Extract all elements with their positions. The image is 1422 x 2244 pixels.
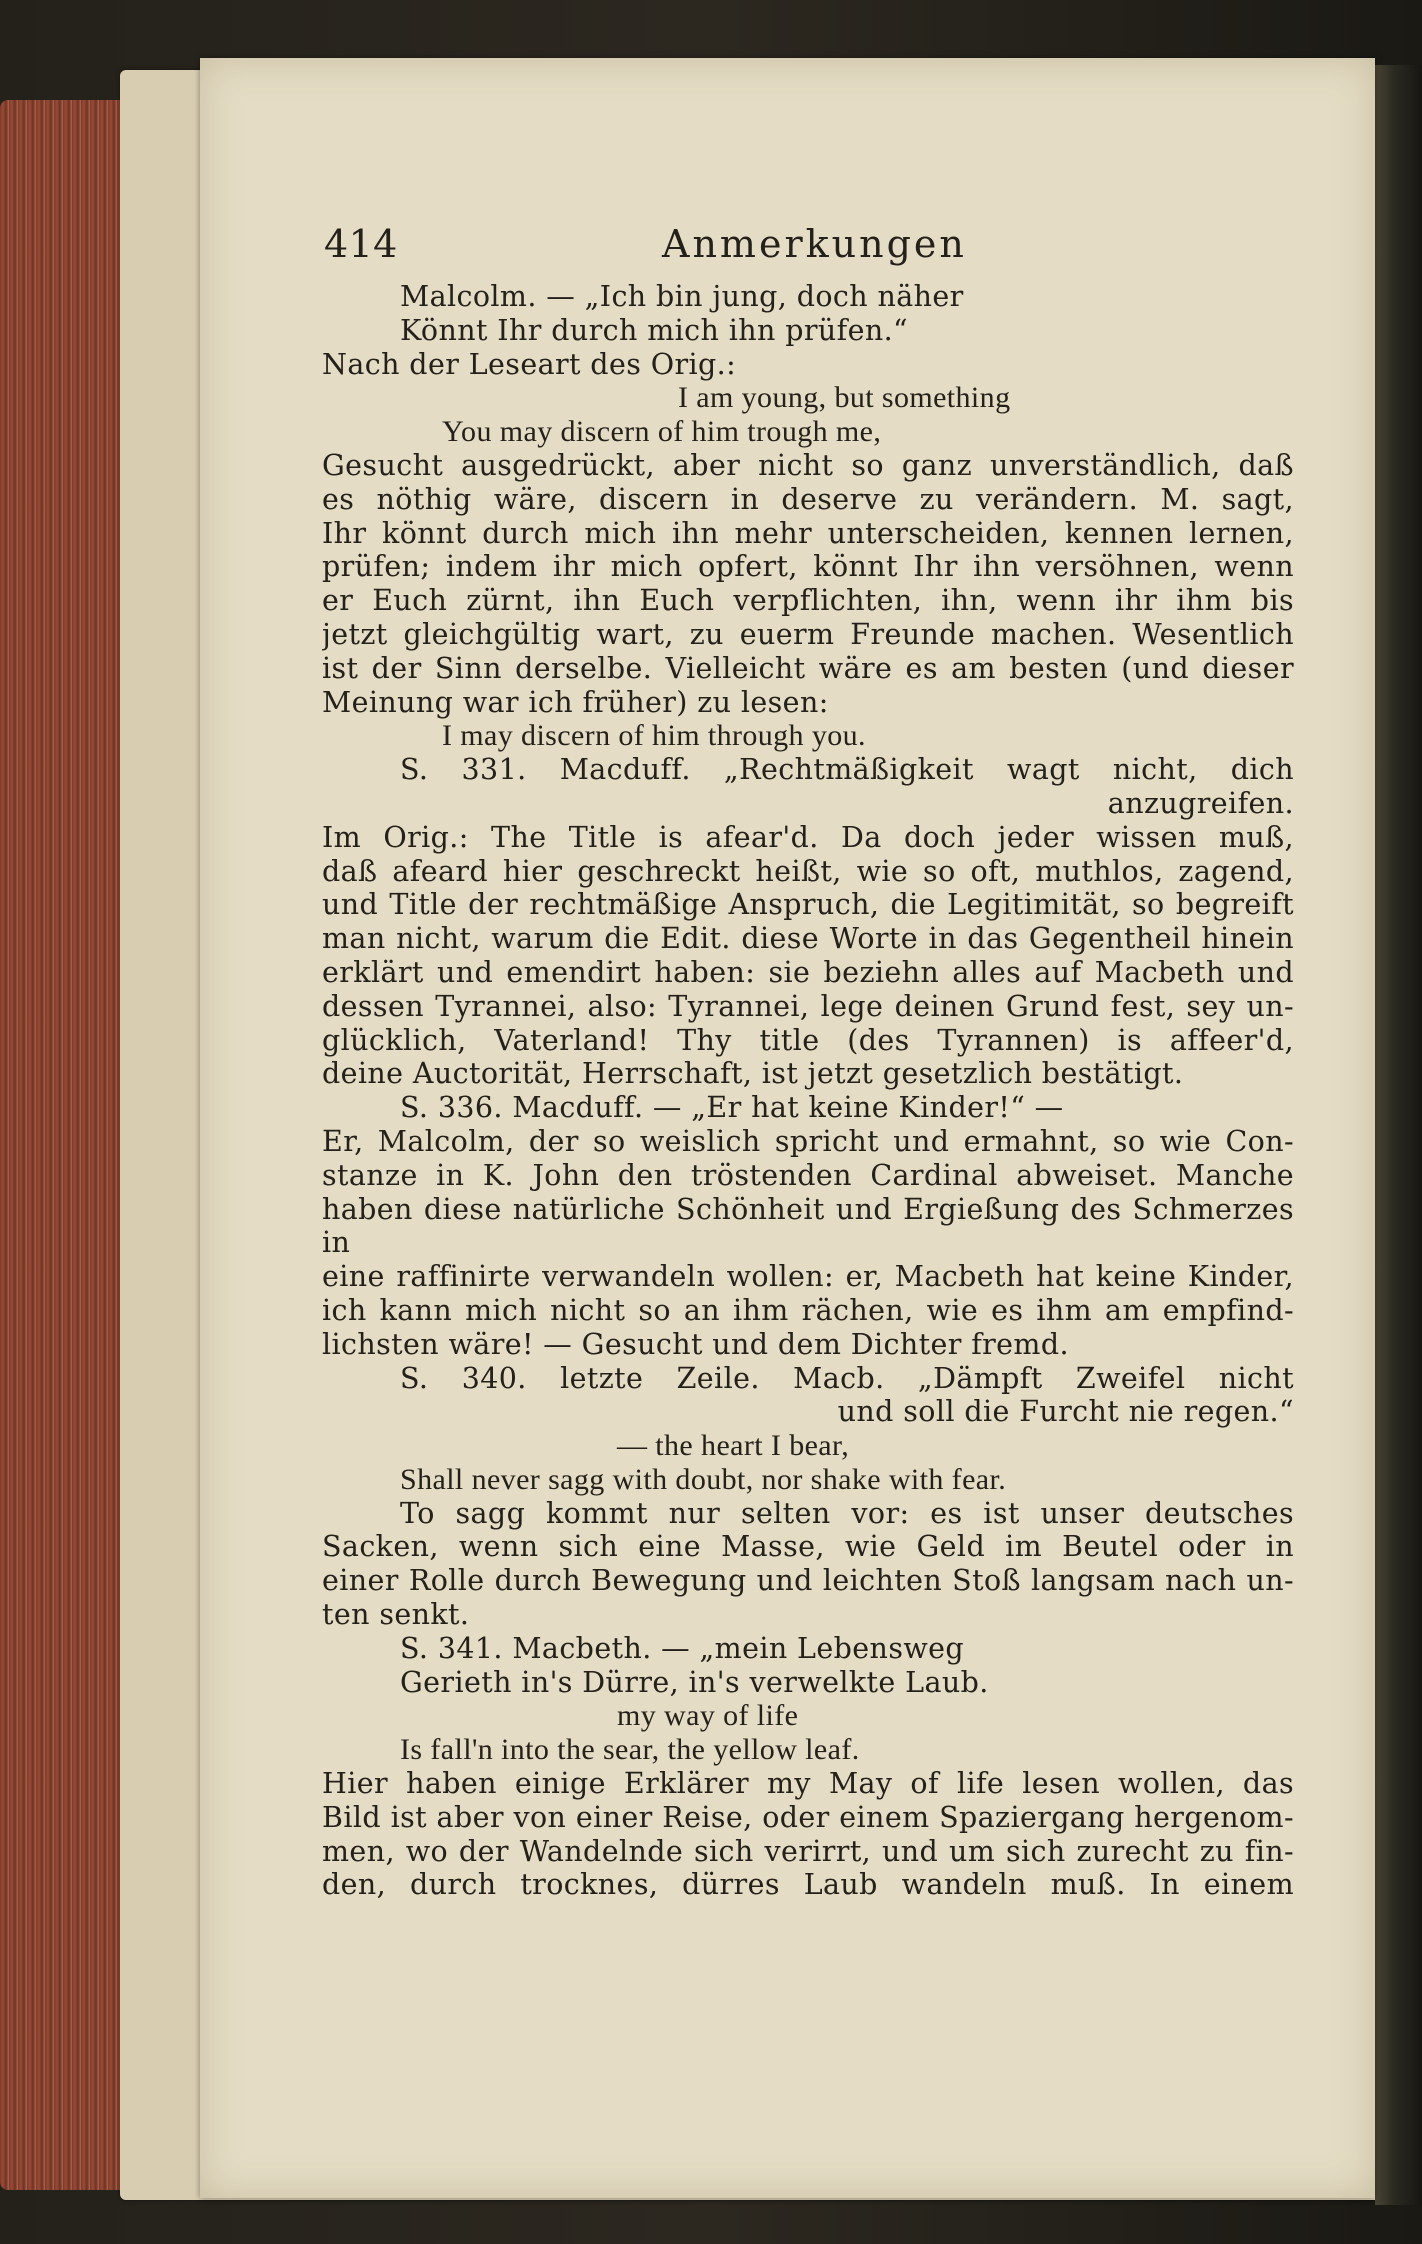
text-line: men, wo der Wandelnde sich verirrt, und um sich zurecht zu fin- bbox=[322, 1834, 1294, 1868]
text-line: S. 331. Macduff. „Rechtmäßigkeit wagt nicht, dich bbox=[400, 753, 1294, 787]
text-line: S. 340. letzte Zeile. Macb. „Dämpft Zweifel nicht bbox=[400, 1361, 1294, 1395]
english-quote-line: Is fall'n into the sear, the yellow leaf. bbox=[400, 1733, 860, 1767]
text-line: man nicht, warum die Edit. diese Worte in das Gegentheil hinein bbox=[322, 922, 1294, 956]
text-line: ich kann mich nicht so an ihm rächen, wie es ihm am empfind- bbox=[322, 1293, 1294, 1327]
text-line: einer Rolle durch Bewegung und leichten Stoß langsam nach un- bbox=[322, 1564, 1294, 1598]
text-line: und soll die Furcht nie regen.“ bbox=[837, 1395, 1294, 1429]
text-line: Bild ist aber von einer Reise, oder einem Spaziergang hergenom- bbox=[322, 1800, 1294, 1834]
text-line: Ihr könnt durch mich ihn mehr unterscheiden, kennen lernen, bbox=[322, 516, 1294, 550]
english-quote-line: my way of life bbox=[617, 1699, 799, 1733]
text-line: haben diese natürliche Schönheit und Ergießung des Schmerzes in bbox=[322, 1192, 1294, 1260]
text-line: er Euch zürnt, ihn Euch verpflichten, ihn, wenn ihr ihm bis bbox=[322, 584, 1294, 618]
text-line: eine raffinirte verwandeln wollen: er, Macbeth hat keine Kinder, bbox=[322, 1260, 1294, 1294]
text-line: ist der Sinn derselbe. Vielleicht wäre es am besten (und dieser bbox=[322, 651, 1294, 685]
page-text bbox=[322, 220, 1294, 1902]
text-line: Meinung war ich früher) zu lesen: bbox=[322, 685, 829, 719]
text-line: dessen Tyrannei, also: Tyrannei, lege deinen Grund fest, sey un- bbox=[322, 989, 1294, 1023]
text-line: Könnt Ihr durch mich ihn prüfen.“ bbox=[400, 313, 909, 347]
text-line: daß afeard hier geschreckt heißt, wie so oft, muthlos, zagend, bbox=[322, 854, 1294, 888]
text-line: den, durch trocknes, dürres Laub wandeln muß. In einem bbox=[322, 1868, 1294, 1902]
text-line: S. 336. Macduff. — „Er hat keine Kinder!“ — bbox=[400, 1091, 1064, 1125]
text-line: und Title der rechtmäßige Anspruch, die Legitimität, so begreift bbox=[322, 888, 1294, 922]
text-line: Sacken, wenn sich eine Masse, wie Geld im Beutel oder in bbox=[322, 1530, 1294, 1564]
english-quote-line: You may discern of him trough me, bbox=[442, 415, 882, 449]
text-line: lichsten wäre! — Gesucht und dem Dichter fremd. bbox=[322, 1327, 1069, 1361]
text-line: erklärt und emendirt haben: sie beziehn alles auf Macbeth und bbox=[322, 955, 1294, 989]
text-line: prüfen; indem ihr mich opfert, könnt Ihr ihn versöhnen, wenn bbox=[322, 550, 1294, 584]
text-line: Nach der Leseart des Orig.: bbox=[322, 347, 737, 381]
text-line: Malcolm. — „Ich bin jung, doch näher bbox=[400, 280, 964, 313]
text-line: anzugreifen. bbox=[1107, 786, 1294, 820]
text-line: jetzt gleichgültig wart, zu euerm Freunde machen. Wesentlich bbox=[322, 617, 1294, 651]
text-line: es nöthig wäre, discern in deserve zu verändern. M. sagt, bbox=[322, 482, 1294, 516]
text-line: Er, Malcolm, der so weislich spricht und ermahnt, so wie Con- bbox=[322, 1124, 1294, 1158]
text-line: glücklich, Vaterland! Thy title (des Tyrannen) is affeer'd, bbox=[322, 1023, 1294, 1057]
text-line: deine Auctorität, Herrschaft, ist jetzt gesetzlich bestätigt. bbox=[322, 1057, 1184, 1091]
page-number: 414 bbox=[324, 222, 398, 266]
english-quote-line: I am young, but something bbox=[678, 381, 1011, 415]
text-line: Gerieth in's Dürre, in's verwelkte Laub. bbox=[400, 1665, 989, 1699]
book-spine-edge bbox=[1375, 65, 1422, 2205]
text-line: stanze in K. John den tröstenden Cardinal abweiset. Manche bbox=[322, 1158, 1294, 1192]
english-quote-line: — the heart I bear, bbox=[617, 1429, 850, 1463]
text-line: Hier haben einige Erklärer my May of life lesen wollen, das bbox=[322, 1767, 1294, 1801]
text-line: S. 341. Macbeth. — „mein Lebensweg bbox=[400, 1631, 965, 1665]
english-quote-line: Shall never sagg with doubt, nor shake with fear. bbox=[400, 1462, 1007, 1496]
text-line: ten senkt. bbox=[322, 1598, 470, 1632]
running-title: Anmerkungen bbox=[662, 222, 967, 266]
english-quote-line: I may discern of him through you. bbox=[442, 719, 866, 753]
text-line: Gesucht ausgedrückt, aber nicht so ganz unverständlich, daß bbox=[322, 448, 1294, 482]
page-header bbox=[322, 220, 1294, 280]
text-line: To sagg kommt nur selten vor: es ist unser deutsches bbox=[400, 1496, 1294, 1530]
text-line: Im Orig.: The Title is afear'd. Da doch jeder wissen muß, bbox=[322, 820, 1294, 854]
